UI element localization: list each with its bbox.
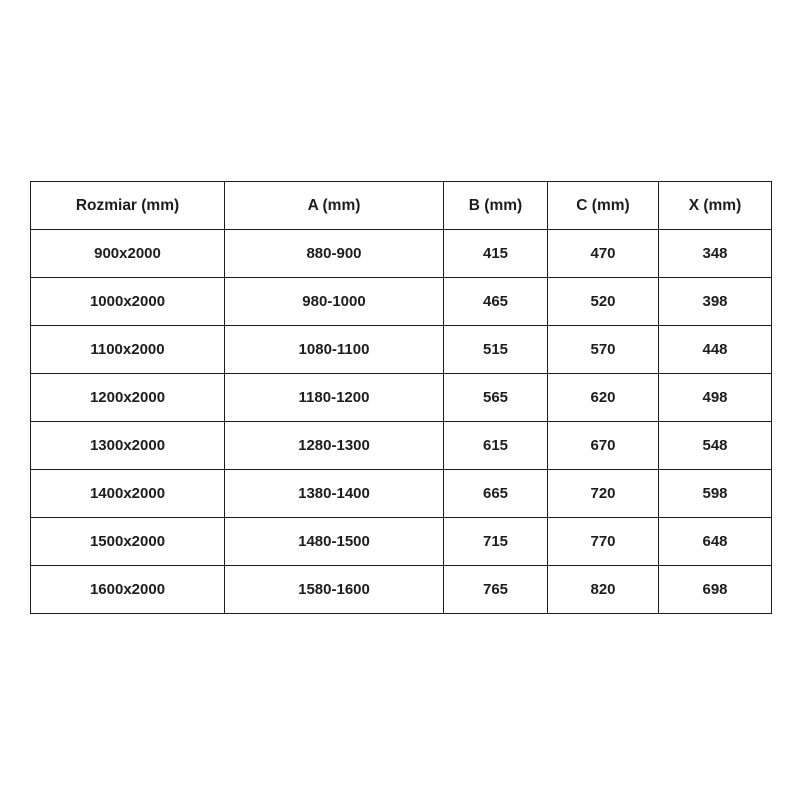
cell-b: 415 xyxy=(444,230,548,278)
table-header-row xyxy=(31,182,772,230)
cell-x: 648 xyxy=(659,518,772,566)
cell-c: 570 xyxy=(548,326,659,374)
cell-x: 348 xyxy=(659,230,772,278)
cell-size: 1300x2000 xyxy=(31,422,225,470)
cell-x: 598 xyxy=(659,470,772,518)
table-row xyxy=(31,278,772,326)
table-row xyxy=(31,566,772,614)
cell-a: 1580-1600 xyxy=(225,566,444,614)
cell-x: 498 xyxy=(659,374,772,422)
cell-x: 398 xyxy=(659,278,772,326)
column-header-b: B (mm) xyxy=(444,182,548,230)
cell-a: 1380-1400 xyxy=(225,470,444,518)
cell-size: 1500x2000 xyxy=(31,518,225,566)
cell-b: 565 xyxy=(444,374,548,422)
cell-b: 765 xyxy=(444,566,548,614)
cell-x: 548 xyxy=(659,422,772,470)
table-row xyxy=(31,518,772,566)
cell-a: 1280-1300 xyxy=(225,422,444,470)
cell-size: 1100x2000 xyxy=(31,326,225,374)
cell-size: 900x2000 xyxy=(31,230,225,278)
table-row xyxy=(31,374,772,422)
spec-table-container xyxy=(30,181,771,614)
spec-table xyxy=(30,181,772,614)
cell-x: 698 xyxy=(659,566,772,614)
cell-a: 1080-1100 xyxy=(225,326,444,374)
cell-c: 520 xyxy=(548,278,659,326)
column-header-size: Rozmiar (mm) xyxy=(31,182,225,230)
cell-c: 820 xyxy=(548,566,659,614)
table-body xyxy=(31,230,772,614)
column-header-x: X (mm) xyxy=(659,182,772,230)
table-row xyxy=(31,422,772,470)
cell-c: 470 xyxy=(548,230,659,278)
cell-c: 720 xyxy=(548,470,659,518)
cell-b: 515 xyxy=(444,326,548,374)
cell-a: 1480-1500 xyxy=(225,518,444,566)
column-header-a: A (mm) xyxy=(225,182,444,230)
cell-c: 670 xyxy=(548,422,659,470)
table-row xyxy=(31,230,772,278)
cell-a: 1180-1200 xyxy=(225,374,444,422)
table-row xyxy=(31,470,772,518)
table-row xyxy=(31,326,772,374)
cell-b: 715 xyxy=(444,518,548,566)
cell-size: 1200x2000 xyxy=(31,374,225,422)
column-header-c: C (mm) xyxy=(548,182,659,230)
cell-a: 880-900 xyxy=(225,230,444,278)
cell-c: 770 xyxy=(548,518,659,566)
table-header xyxy=(31,182,772,230)
cell-a: 980-1000 xyxy=(225,278,444,326)
cell-b: 615 xyxy=(444,422,548,470)
cell-c: 620 xyxy=(548,374,659,422)
cell-size: 1400x2000 xyxy=(31,470,225,518)
cell-size: 1600x2000 xyxy=(31,566,225,614)
cell-x: 448 xyxy=(659,326,772,374)
cell-b: 665 xyxy=(444,470,548,518)
cell-size: 1000x2000 xyxy=(31,278,225,326)
cell-b: 465 xyxy=(444,278,548,326)
